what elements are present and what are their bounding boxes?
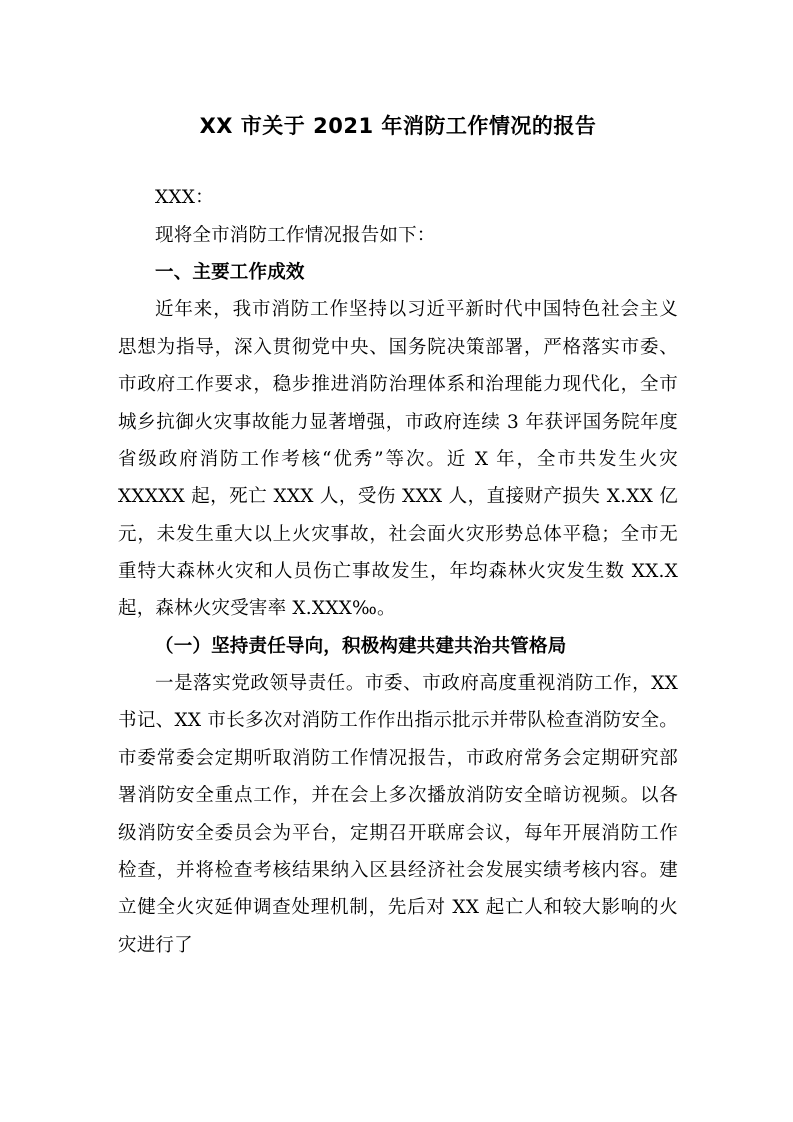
section-heading-1: 一、主要工作成效 bbox=[155, 262, 305, 284]
page-title: XX 市关于 2021 年消防工作情况的报告 bbox=[199, 114, 597, 138]
document-content bbox=[118, 112, 678, 964]
body-paragraph-1: 近年来，我市消防工作坚持以习近平新时代中国特色社会主义思想为指导，深入贯彻党中央、国务院决策部署，严格落实市委、市政府工作要求，稳步推进消防治理体系和治理能力现代化，全市城乡抗御火灾事故能力显著增强，市政府连续 3 年获评国务院年度省级政府消防工作考核“优秀”等次。近 X 年，全市共发生火灾 XXXXX 起，死亡 XXX 人，受伤 XXX 人，直接财产损失 X.XX 亿元，未发生重大以上火灾事故，社会面火灾形势总体平稳；全市无重特大森林火灾和人员伤亡事故发生，年均森林火灾发生数 XX.X 起，森林火灾受害率 X.XXX‰。 bbox=[118, 299, 678, 620]
salutation: XXX： bbox=[155, 187, 214, 209]
body-paragraph-2: 一是落实党政领导责任。市委、市政府高度重视消防工作，XX 书记、XX 市长多次对消防工作作出指示批示并带队检查消防安全。市委常委会定期听取消防工作情况报告，市政府常务会定期研究部署消防安全重点工作，并在会上多次播放消防安全暗访视频。以各级消防安全委员会为平台，定期召开联席会议，每年开展消防工作检查，并将检查考核结果纳入区县经济社会发展实绩考核内容。建立健全火灾延伸调查处理机制，先后对 XX 起亡人和较大影响的火灾进行了 bbox=[118, 673, 678, 956]
intro-paragraph: 现将全市消防工作情况报告如下： bbox=[155, 224, 436, 246]
subsection-heading-1: （一）坚持责任导向，积极构建共建共治共管格局 bbox=[155, 635, 567, 657]
